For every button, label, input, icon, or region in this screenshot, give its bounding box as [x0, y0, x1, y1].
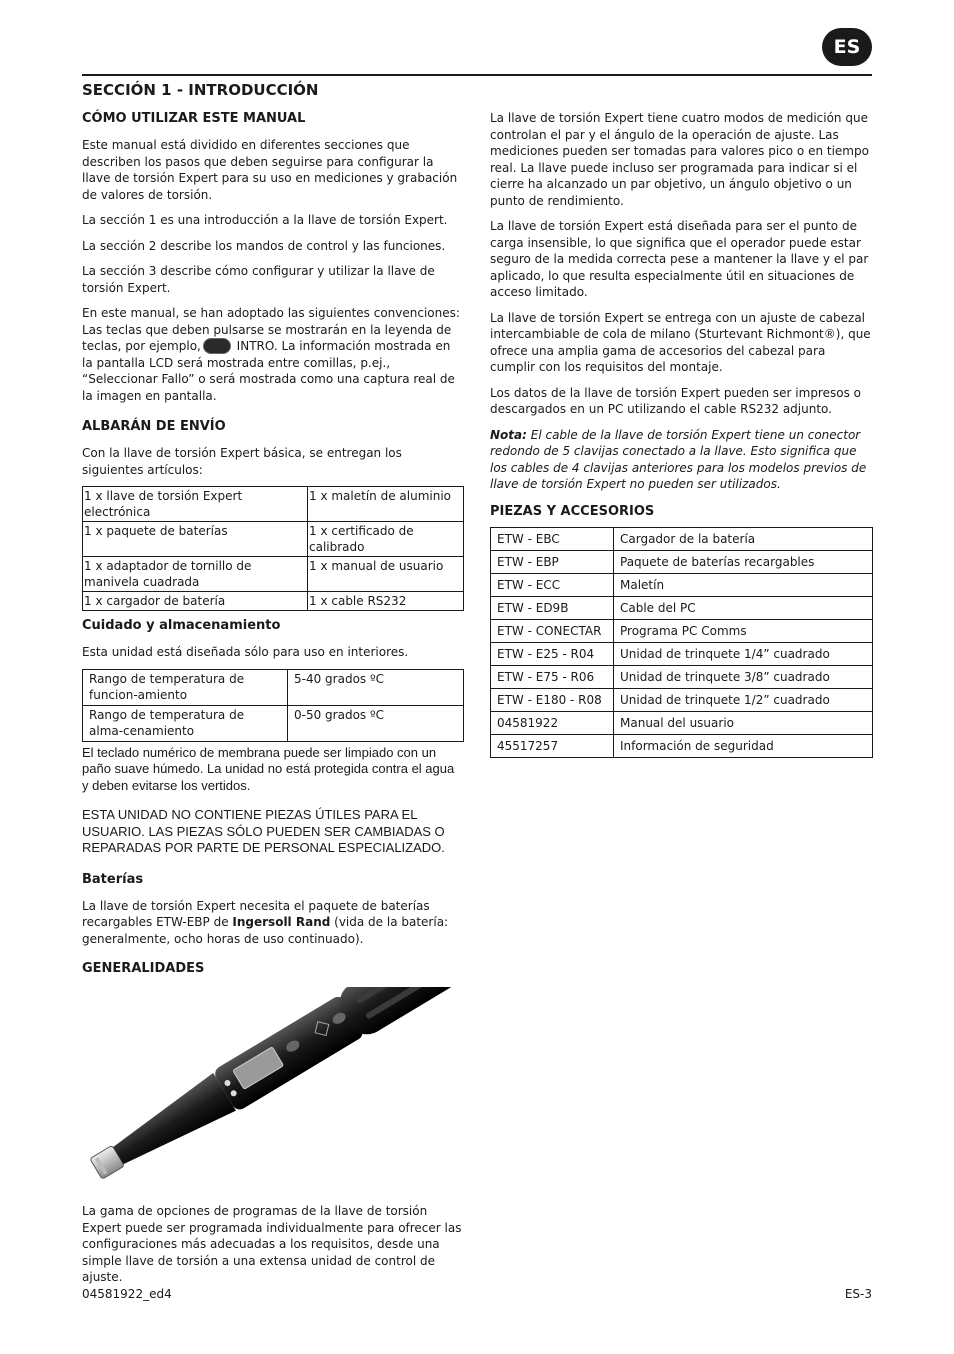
parts-row: [491, 619, 873, 642]
conventions-text-a: En este manual, se han adoptado las siguientes convenciones: Las teclas que deben pulsarse se mostrarán en la leyenda de teclas, por ejemplo,: [82, 306, 460, 353]
parts-table: [490, 527, 873, 758]
parts-row-cell: ETW - E25 - R04: [491, 642, 614, 665]
parts-row: [491, 711, 873, 734]
batteries-text-a: La llave de torsión Expert necesita el paquete de baterías recargables ETW-EBP de: [82, 898, 430, 929]
language-badge: ES: [822, 28, 872, 66]
shipping-row-cell: 1 x maletín de aluminio: [308, 487, 464, 522]
parts-row-cell: 04581922: [491, 711, 614, 734]
paragraph-data: Los datos de la llave de torsión Expert pueden ser impresos o descargados en un PC utilizando el cable RS232 adjunto.: [490, 385, 861, 416]
right-column: [490, 110, 873, 758]
parts-row-cell: Información de seguridad: [614, 734, 873, 757]
paragraph-note: [490, 427, 873, 493]
shipping-row: [83, 487, 464, 522]
shipping-row-cell: 1 x adaptador de tornillo de manivela cuadrada: [83, 557, 308, 592]
header-rule: [82, 74, 872, 76]
parts-row-cell: ETW - ED9B: [491, 596, 614, 619]
batteries-text-b: (vida de la batería: generalmente, ocho horas de uso continuado).: [82, 915, 449, 946]
parts-row-cell: ETW - ECC: [491, 573, 614, 596]
paragraph-modes: La llave de torsión Expert tiene cuatro modos de medición que controlan el par y el ángulo de la operación de ajuste. Las mediciones pueden ser tomadas para valores pico o en tiempo real. La llave puede incluso ser programada para indicar si el cierre ha alcanzado un par objetivo, un ángulo objetivo o un punto de rendimiento.: [490, 111, 869, 208]
parts-row-cell: Programa PC Comms: [614, 619, 873, 642]
temperature-row-cell: Rango de temperatura de funcion-amiento: [83, 669, 288, 705]
note-text: El cable de la llave de torsión Expert tiene un conector redondo de 5 clavijas conectado a la llave. Esto significa que los cables de 4 clavijas anteriores para los modelos previos de llave de torsión Expert no pueden ser utilizados.: [490, 427, 867, 491]
temperature-table: [82, 669, 464, 742]
parts-row-cell: Paquete de baterías recargables: [614, 550, 873, 573]
shipping-table: [82, 486, 464, 611]
parts-row-cell: Cable del PC: [614, 596, 873, 619]
parts-row: [491, 596, 873, 619]
parts-row: [491, 734, 873, 757]
footer-page-number: ES-3: [844, 1287, 872, 1301]
shipping-row-cell: 1 x manual de usuario: [308, 557, 464, 592]
shipping-row: [83, 557, 464, 592]
parts-row-cell: ETW - EBC: [491, 527, 614, 550]
parts-row-cell: ETW - EBP: [491, 550, 614, 573]
parts-row: [491, 527, 873, 550]
footer-doc-id: 04581922_ed4: [82, 1287, 172, 1301]
parts-row-cell: ETW - E180 - R08: [491, 688, 614, 711]
shipping-row-cell: 1 x cable RS232: [308, 592, 464, 611]
paragraph-warning: ESTA UNIDAD NO CONTIENE PIEZAS ÚTILES PARA EL USUARIO. LAS PIEZAS SÓLO PUEDEN SER CAMBIADAS O REPARADAS POR PARTE DE PERSONAL ESPECIALIZADO.: [82, 807, 445, 855]
paragraph-batteries: [82, 898, 464, 948]
section-title: SECCIÓN 1 - INTRODUCCIÓN: [82, 81, 319, 99]
note-label: Nota:: [490, 427, 527, 442]
brand-name: Ingersoll Rand: [232, 915, 331, 929]
heading-general: GENERALIDADES: [82, 961, 205, 976]
enter-key-icon: [203, 338, 231, 354]
parts-row-cell: Unidad de trinquete 1/4” cuadrado: [614, 642, 873, 665]
heading-batteries: Baterías: [82, 871, 144, 887]
parts-row: [491, 688, 873, 711]
temperature-row: [83, 669, 464, 705]
paragraph-section-1: La sección 1 es una introducción a la llave de torsión Expert.: [82, 213, 448, 227]
heading-care: Cuidado y almacenamiento: [82, 618, 281, 633]
parts-row-cell: Unidad de trinquete 3/8” cuadrado: [614, 665, 873, 688]
temperature-row: [83, 705, 464, 741]
temperature-row-cell: 5-40 grados ºC: [288, 669, 464, 705]
paragraph-manual-intro: Este manual está dividido en diferentes secciones que describen los pasos que deben seguirse para configurar la llave de torsión Expert para su uso en mediciones y grabación de valores de torsión.: [82, 138, 458, 202]
paragraph-dovetail: La llave de torsión Expert se entrega con un ajuste de cabezal intercambiable de cola de milano (Sturtevant Richmont®), que ofrece una amplia gama de accesorios del cabezal para cumplir con los requisitos del montaje.: [490, 310, 871, 374]
heading-parts: PIEZAS Y ACCESORIOS: [490, 503, 655, 519]
parts-row-cell: ETW - CONECTAR: [491, 619, 614, 642]
conventions-text-b: INTRO. La información mostrada en la pantalla LCD será mostrada entre comillas, p.ej., “Seleccionar Fallo” o será mostrada como una captura real de la imagen en pantalla.: [82, 339, 455, 403]
parts-row: [491, 642, 873, 665]
shipping-row-cell: 1 x paquete de baterías: [83, 522, 308, 557]
temperature-row-cell: 0-50 grados ºC: [288, 705, 464, 741]
parts-row-cell: Maletín: [614, 573, 873, 596]
parts-row-cell: Cargador de la batería: [614, 527, 873, 550]
parts-row-cell: Unidad de trinquete 1/2” cuadrado: [614, 688, 873, 711]
torque-wrench-image: [82, 987, 464, 1197]
parts-row: [491, 550, 873, 573]
paragraph-conventions: [82, 305, 464, 404]
paragraph-care: Esta unidad está diseñada sólo para uso en interiores.: [82, 645, 409, 659]
paragraph-section-2: La sección 2 describe los mandos de control y las funciones.: [82, 238, 446, 253]
shipping-row: [83, 522, 464, 557]
paragraph-load-point: La llave de torsión Expert está diseñada para ser el punto de carga insensible, lo que significa que el operador puede estar seguro de la medida correcta pese a mantener la llave y el par aplicado, lo que resulta especialmente útil en situaciones de acceso limitado.: [490, 219, 869, 299]
parts-row: [491, 573, 873, 596]
paragraph-cleaning: El teclado numérico de membrana puede ser limpiado con un paño suave húmedo. La unidad no está protegida contra el agua y deben evitarse los vertidos.: [82, 744, 455, 793]
temperature-row-cell: Rango de temperatura de alma-cenamiento: [83, 705, 288, 741]
shipping-row-cell: 1 x cargador de batería: [83, 592, 308, 611]
paragraph-shipping: Con la llave de torsión Expert básica, se entregan los siguientes artículos:: [82, 446, 402, 477]
parts-row: [491, 665, 873, 688]
paragraph-general: La gama de opciones de programas de la llave de torsión Expert puede ser programada individualmente para ofrecer las configuraciones más adecuadas a los requisitos, desde una simple llave de torsión a una extensa unidad de control de ajuste.: [82, 1204, 462, 1284]
shipping-row-cell: 1 x certificado de calibrado: [308, 522, 464, 557]
heading-how-to-use: CÓMO UTILIZAR ESTE MANUAL: [82, 111, 306, 126]
left-column: [82, 110, 464, 1295]
paragraph-section-3: La sección 3 describe cómo configurar y utilizar la llave de torsión Expert.: [82, 264, 435, 295]
shipping-row-cell: 1 x llave de torsión Expert electrónica: [83, 487, 308, 522]
parts-row-cell: Manual del usuario: [614, 711, 873, 734]
shipping-row: [83, 592, 464, 611]
parts-row-cell: ETW - E75 - R06: [491, 665, 614, 688]
parts-row-cell: 45517257: [491, 734, 614, 757]
heading-shipping: ALBARÁN DE ENVÍO: [82, 419, 226, 434]
